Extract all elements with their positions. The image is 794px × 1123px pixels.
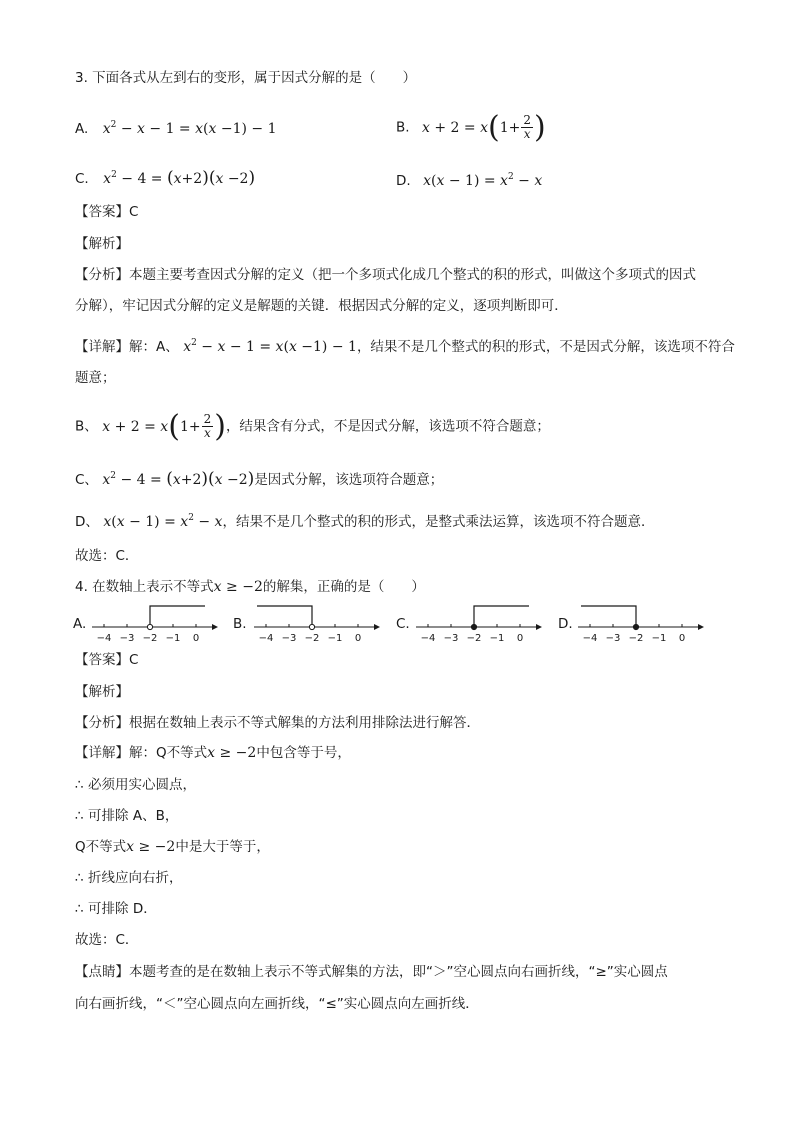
q3-option-d-formula: $x(x - 1) = x^2 - x$ [423,172,543,189]
tick-label: −3 [281,633,297,644]
q4-answer-value: C [129,652,139,668]
q4-option-b-label: B. [233,616,247,632]
tick-label: −4 [96,633,112,644]
axis-arrow-icon [212,624,218,630]
q4-detail-line3 [75,806,178,826]
axis-arrow-icon [374,624,380,630]
q3-jiexi-tag: 【解析】 [75,236,129,252]
hollow-dot [147,624,152,629]
solution-ray [150,606,205,627]
q3-detail-d-formula: $x(x - 1) = x^2 - x$ [103,513,223,530]
tick-label: −3 [605,633,621,644]
q3-option-a-label: A. [75,121,89,137]
q4-detail-line4 [75,837,270,857]
q3-option-c-formula: $x^2 - 4 = (x+2)(x -2)$ [103,168,256,188]
tick-label: −2 [466,633,482,644]
q3-detail-a [75,333,735,357]
q4-stem [75,577,425,597]
q4-detail-l6-text: 可排除 D． [88,901,157,917]
tick-label: −3 [443,633,459,644]
tick-label: −2 [142,633,158,644]
q4-detail-l1-inequality: x ≥ −2 [207,745,257,761]
q4-detail-l1-prefix: 解： [129,745,156,761]
q3-detail-b-prefix: B、 [75,418,98,435]
solution-ray [581,606,636,627]
tick-label: −2 [304,633,320,644]
q4-detail-l1-mid: 不等式 [166,745,208,761]
q3-answer-tag: 【答案】 [75,204,129,220]
q4-answer-tag: 【答案】 [75,652,129,668]
q4-detail-line6 [75,899,157,919]
q3-detail-d-prefix: D、 [75,514,99,530]
tick-label: −4 [420,633,436,644]
q4-fenxi [75,713,480,733]
q4-detail-l2-text: 必须用实心圆点， [88,777,197,793]
q4-detail-l4-suffix: 中是大于等于， [175,839,270,855]
q3-detail-d [75,508,654,532]
q3-option-a [75,115,276,139]
q4-option-a-label: A. [73,616,87,632]
q4-dianjing-line2: 向右画折线，“＜”空心圆点向左画折线，“≤”实心圆点向左画折线． [75,996,479,1012]
q4-dianjing-tag: 【点睛】 [75,964,129,980]
axis-arrow-icon [698,624,704,630]
q4-option-c-label: C. [396,616,410,632]
therefore-symbol: ∴ [75,901,84,917]
q3-detail-b-formula: x + 2 = x(1+ $\frac{2}{x}$ ) [102,408,226,444]
q3-detail-b [75,408,550,444]
q3-detail-c-suffix: 是因式分解，该选项符合题意； [254,472,444,488]
q3-option-d-label: D. [396,173,411,189]
q4-detail-tag: 【详解】 [75,745,129,761]
solution-ray [257,606,312,627]
because-symbol: Q [156,745,167,761]
q4-option-d-label: D. [558,616,573,632]
q3-option-d [396,167,542,191]
q3-option-a-formula: $x^2 - x - 1 = x(x -1) - 1$ [102,120,277,137]
q3-detail-a-prefix: 解：A、 [129,339,179,355]
q3-option-b-label: B. [396,119,410,136]
q4-detail-line1 [75,743,351,763]
tick-label: 0 [516,633,524,644]
q3-conclusion: 故选：C． [75,548,139,564]
q3-fenxi-line2: 分解），牢记因式分解的定义是解题的关键．根据因式分解的定义，逐项判断即可． [75,298,568,314]
number-line-c [414,600,544,645]
hollow-dot [309,624,314,629]
q3-detail-a-suffix: ，结果不是几个整式的积的形式，不是因式分解，该选项不符合 [356,339,735,355]
tick-label: −1 [327,633,343,644]
q3-detail-c-prefix: C、 [75,472,98,488]
therefore-symbol: ∴ [75,777,84,793]
q3-option-c-label: C. [75,171,89,187]
q4-fenxi-text: 根据在数轴上表示不等式解集的方法利用排除法进行解答． [129,715,480,731]
q4-detail-l4-mid: 不等式 [85,839,127,855]
number-line-d [576,600,706,645]
q3-fenxi-text1: 本题主要考查因式分解的定义（把一个多项式化成几个整式的积的形式，叫做这个多项式的因式 [129,267,696,283]
q3-answer-value: C [129,204,139,220]
q3-detail-b-suffix: ，结果含有分式，不是因式分解，该选项不符合题意； [225,418,550,435]
q3-option-b [396,109,546,145]
therefore-symbol: ∴ [75,870,84,886]
solution-ray [474,606,529,627]
q3-detail-c [75,466,443,490]
q3-fenxi-tag: 【分析】 [75,267,129,283]
tick-label: −1 [651,633,667,644]
q4-answer [75,650,138,670]
tick-label: −2 [628,633,644,644]
tick-label: 0 [678,633,686,644]
q4-jiexi-tag: 【解析】 [75,684,129,700]
tick-label: −3 [119,633,135,644]
q4-detail-line5 [75,868,183,888]
q4-dianjing-text1: 本题考查的是在数轴上表示不等式解集的方法，即“＞”空心圆点向右画折线，“≥”实心圆点 [129,964,668,980]
axis-arrow-icon [536,624,542,630]
q4-conclusion: 故选：C． [75,932,139,948]
q3-detail-a-formula: $x^2 - x - 1 = x(x -1) - 1$ [183,338,357,355]
number-line-b [252,600,382,645]
solid-dot [471,624,476,629]
tick-label: −1 [489,633,505,644]
q3-detail-d-suffix: ，结果不是几个整式的积的形式，是整式乘法运算，该选项不符合题意． [222,514,655,530]
q4-dianjing-line1 [75,962,668,982]
q3-fenxi-line1 [75,265,696,285]
q3-option-b-formula: x + 2 = x(1+ $\frac{2}{x}$ ) [422,109,546,145]
q4-fenxi-tag: 【分析】 [75,715,129,731]
q3-answer [75,202,138,222]
q4-stem-inequality: x ≥ −2 [213,579,263,595]
q4-detail-l1-suffix: 中包含等于号， [256,745,351,761]
q3-detail-a-line2: 题意； [75,370,116,386]
therefore-symbol: ∴ [75,808,84,824]
number-line-a [90,600,220,645]
q4-stem-suffix: 的解集，正确的是（ ） [262,579,425,595]
tick-label: 0 [192,633,200,644]
q4-detail-l5-text: 折线应向右折， [88,870,183,886]
q4-detail-l4-inequality: x ≥ −2 [126,839,176,855]
tick-label: −4 [582,633,598,644]
tick-label: −1 [165,633,181,644]
q3-detail-c-formula: $x^2 - 4 = (x+2)(x -2)$ [102,469,255,489]
tick-label: 0 [354,633,362,644]
because-symbol: Q [75,839,86,855]
solid-dot [633,624,638,629]
q4-stem-prefix: 4. 在数轴上表示不等式 [75,579,214,595]
q3-stem: 3. 下面各式从左到右的变形，属于因式分解的是（ ） [75,70,417,86]
tick-label: −4 [258,633,274,644]
q3-detail-tag: 【详解】 [75,339,129,355]
q4-detail-line2 [75,775,196,795]
q4-detail-l3-text: 可排除 A、B， [88,808,179,824]
q3-option-c [75,165,255,189]
